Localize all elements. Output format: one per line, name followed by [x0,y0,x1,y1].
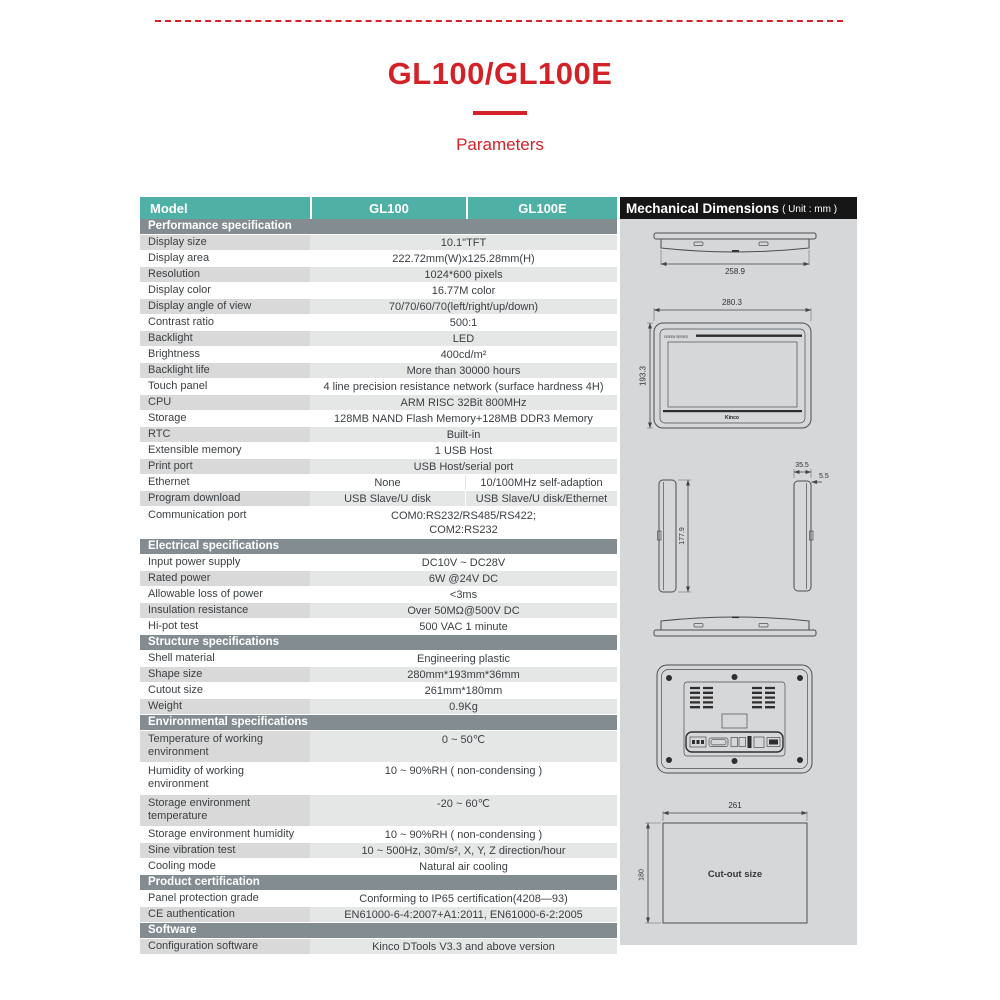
table-row [140,683,617,699]
spec-label: Contrast ratio [148,316,215,328]
spec-label: Storage environment temperature [140,795,310,826]
spec-value: 500:1 [449,316,478,329]
spec-value: 10 ~ 500Hz, 30m/s², X, Y, Z direction/hour [310,843,617,858]
spec-label: CE authentication [140,907,310,922]
spec-value: 16.77M color [431,284,496,297]
table-row [140,795,617,827]
dim-bezel: 5.5 [819,473,829,480]
spec-value: 1 USB Host [434,444,493,457]
mech-title: Mechanical Dimensions [626,200,780,216]
spec-value: Built-in [310,427,617,442]
spec-table [140,197,617,955]
spec-value [310,507,617,538]
front-view-drawing [639,298,812,428]
spec-value: 10 ~ 90%RH ( non-condensing ) [384,765,543,777]
table-row [140,395,617,411]
dim-side-height: 177.9 [679,527,686,545]
spec-label: Panel protection grade [148,892,259,904]
spec-value-gl100e: 10/100MHz self-adaption [480,476,603,489]
section-header: Software [140,923,617,939]
vent-grilles [690,688,775,707]
spec-label: Cooling mode [148,860,216,872]
dim-front-width: 280.3 [721,298,743,307]
table-row [140,379,617,395]
section-header: Performance specification [140,219,617,235]
spec-value: EN61000-6-4:2007+A1:2011, EN61000-6-2:2005 [310,907,617,922]
bottom-view-drawing [654,617,816,637]
spec-label: Backlight [140,331,310,346]
table-row [140,571,617,587]
spec-value: Natural air cooling [419,860,508,873]
spec-label: RTC [140,427,310,442]
spec-label: Program download [140,491,310,506]
spec-value-line: COM2:RS232 [429,523,498,536]
table-row [140,827,617,843]
section-header: Structure specifications [140,635,617,651]
dim-cutout-width: 261 [728,801,742,810]
table-row [140,347,617,363]
dim-front-height: 193.3 [638,365,648,387]
spec-label: Ethernet [148,476,190,488]
section-header: Product certification [140,875,617,891]
front-series-label: GREEN SERIES [664,335,688,339]
spec-value: 70/70/60/70(left/right/up/down) [310,299,617,314]
spec-value: 128MB NAND Flash Memory+128MB DDR3 Memory [334,412,593,425]
spec-label: Display area [148,252,210,264]
spec-label: CPU [140,395,310,410]
spec-label: Display angle of view [140,299,310,314]
header-cell-model: Model [150,200,188,216]
table-row [140,443,617,459]
table-row [140,907,617,923]
table-row [140,299,617,315]
table-row [140,939,617,955]
spec-label: Insulation resistance [140,603,310,618]
table-row [140,283,617,299]
page-title: GL100/GL100E [387,56,613,91]
header-cell-gl100e: GL100E [466,197,617,219]
spec-label: Touch panel [148,380,208,392]
spec-value: More than 30000 hours [310,363,617,378]
table-row [140,731,617,763]
table-row [140,363,617,379]
table-row [140,491,617,507]
spec-label: Brightness [148,348,200,360]
spec-value: 0 ~ 50℃ [310,731,617,762]
table-row [140,891,617,907]
spec-value: 1024*600 pixels [310,267,617,282]
spec-value: <3ms [449,588,478,601]
cutout-label: Cut-out size [707,869,763,880]
spec-label: Print port [140,459,310,474]
rear-ports-strip [686,732,783,752]
spec-value: 4 line precision resistance network (surface hardness 4H) [323,380,604,393]
table-row [140,651,617,667]
spec-label: Storage environment humidity [148,828,295,840]
content-area [140,197,857,955]
spec-value: 0.9Kg [310,699,617,714]
spec-value: 10.1"TFT [310,235,617,250]
table-row [140,267,617,283]
spec-value: LED [310,331,617,346]
spec-label: Resolution [140,267,310,282]
spec-label: Allowable loss of power [148,588,263,600]
spec-value: Engineering plastic [417,652,510,665]
table-row [140,507,617,539]
header-cell-gl100: GL100 [310,197,466,219]
table-row [140,459,617,475]
top-dashed-divider [155,20,843,22]
spec-label: Display size [140,235,310,250]
spec-label: Shape size [140,667,310,682]
dim-cutout-height: 180 [638,869,646,881]
table-header-row [140,197,617,219]
table-row [140,235,617,251]
table-row [140,763,617,795]
spec-label: Hi-pot test [148,620,199,632]
table-row [140,555,617,571]
spec-value: 10 ~ 90%RH ( non-condensing ) [384,828,543,841]
mech-unit: ( Unit : mm ) [782,203,838,215]
table-row [140,667,617,683]
dim-depth: 35.5 [795,462,809,469]
table-row [140,859,617,875]
page-subtitle: Parameters [456,135,544,154]
spec-value: 400cd/m² [440,348,487,361]
spec-label: Humidity of working environment [148,765,244,790]
spec-value: Over 50MΩ@500V DC [310,603,617,618]
table-row [140,699,617,715]
mechanical-dimensions-panel [620,197,857,955]
table-row [140,603,617,619]
table-row [140,475,617,491]
spec-label: Communication port [148,509,247,521]
table-row [140,843,617,859]
spec-label: Input power supply [148,556,241,568]
spec-value-gl100e: USB Slave/U disk/Ethernet [466,491,617,506]
table-row [140,427,617,443]
spec-label: Temperature of working environment [140,731,310,762]
table-row [140,315,617,331]
spec-value: Conforming to IP65 certification(4208—93) [359,892,568,905]
table-row [140,251,617,267]
spec-value: 222.72mm(W)x125.28mm(H) [392,252,535,265]
spec-label: Storage [148,412,187,424]
spec-value: ARM RISC 32Bit 800MHz [310,395,617,410]
spec-label: Weight [140,699,310,714]
spec-label: Display color [148,284,211,296]
cutout-drawing [639,801,808,923]
spec-label: Backlight life [140,363,310,378]
spec-value-line: COM0:RS232/RS485/RS422; [391,509,536,522]
spec-label: Sine vibration test [140,843,310,858]
spec-value: DC10V ~ DC28V [421,556,506,569]
mech-dimension-drawings [620,219,857,945]
mech-drawings-area [620,219,857,945]
spec-value: 6W @24V DC [310,571,617,586]
rear-view-drawing [657,665,812,773]
spec-label: Cutout size [148,684,204,696]
table-row [140,331,617,347]
spec-value: 280mm*193mm*36mm [310,667,617,682]
table-row [140,411,617,427]
spec-label: Extensible memory [148,444,242,456]
spec-value-gl100: USB Slave/U disk [310,491,466,506]
title-underline [473,111,527,115]
table-row [140,587,617,603]
spec-label: Rated power [140,571,310,586]
spec-value: 261mm*180mm [424,684,503,697]
section-header: Electrical specifications [140,539,617,555]
mech-header [620,197,857,219]
left-side-view-drawing [658,480,692,592]
spec-value: Kinco DTools V3.3 and above version [310,939,617,954]
section-header: Environmental specifications [140,715,617,731]
right-side-view-drawing [794,462,829,591]
spec-value: -20 ~ 60℃ [310,795,617,826]
front-brand-label: Kinco [725,415,739,421]
spec-value-gl100: None [310,475,466,490]
spec-value: USB Host/serial port [310,459,617,474]
dim-top-width: 258.9 [724,267,746,276]
table-row [140,619,617,635]
spec-value: 500 VAC 1 minute [419,620,508,633]
top-view-drawing [654,233,816,276]
spec-label: Configuration software [140,939,310,954]
spec-label: Shell material [148,652,215,664]
